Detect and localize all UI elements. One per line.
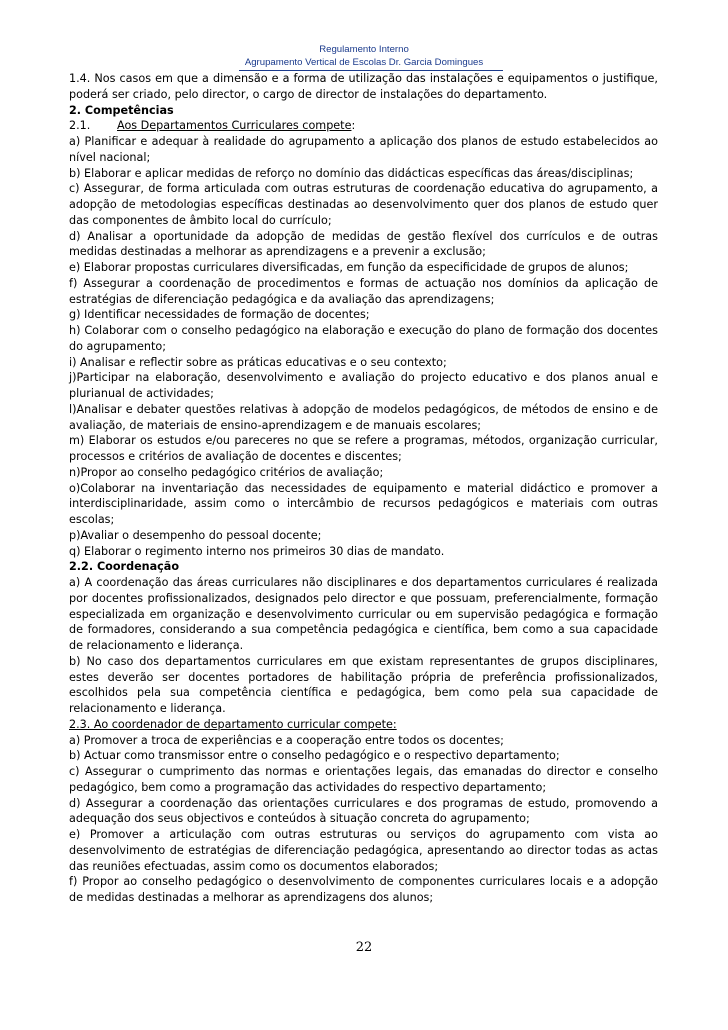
list-item: c) Assegurar, de forma articulada com outras estruturas de coordenação educativa do agrupamento, a adopção de metodologias específicas destinadas ao desenvolvimento quer dos planos de estudo quer das componentes de âmbito local do currículo; [69,182,658,227]
list-item: g) Identificar necessidades de formação de docentes; [69,308,370,322]
list-item: a) Planificar e adequar à realidade do agrupamento a aplicação dos planos de estudo estabelecidos ao nível nacional; [69,135,658,164]
list-item: q) Elaborar o regimento interno nos primeiros 30 dias de mandato. [69,544,445,558]
header-title: Regulamento Interno [319,44,409,55]
list-item: l)Analisar e debater questões relativas à adopção de modelos pedagógicos, de métodos de ensino e de avaliação, de materiais de ensino-aprendizagem e de manuais escolares; [69,402,658,432]
list-item: d) Assegurar a coordenação das orientações curriculares e dos programas de estudo, promovendo a adequação dos seus objectivos e conteúdos à situação concreta do agrupamento; [69,796,658,826]
subheading-2-1-title: Aos Departamentos Curriculares compete [117,119,352,133]
list-item: a) A coordenação das áreas curriculares não disciplinares e dos departamentos curriculares é realizada por docentes profissionalizados, designados pelo director e que possuam, preferencialmente, formação especializada em organização e desenvolvimento curricular ou em supervisão pedagógica e formação de formadores, considerando a sua competência pedagógica e científica, bem como a sua capacidade de relacionamento e liderança. [69,576,658,652]
list-item: j)Participar na elaboração, desenvolvimento e avaliação do projecto educativo e dos planos anual e plurianual de actividades; [69,371,658,400]
page-number: 22 [355,940,373,955]
list-item: b) Elaborar e aplicar medidas de reforço no domínio das didácticas específicas das áreas/disciplinas; [69,166,634,180]
list-item: c) Assegurar o cumprimento das normas e orientações legais, das emanadas do director e conselho pedagógico, bem como a programação das actividades do respectivo departamento; [69,765,658,794]
subheading-2-1 [69,118,658,134]
list-item: i) Analisar e reflectir sobre as práticas educativas e o seu contexto; [69,355,447,369]
list-item: b) No caso dos departamentos curriculares em que existam representantes de grupos disciplinares, estes deverão ser docentes portadores de habilitação própria de preferência profissionalizados, escolhidos pela sua competência científica e pedagógica, bem como pela sua capacidade de relacionamento e liderança. [69,654,658,715]
list-2-1 [69,134,658,559]
list-item: e) Elaborar propostas curriculares diversificadas, em função da especificidade de grupos de alunos; [69,261,629,274]
list-item: e) Promover a articulação com outras estruturas ou serviços do agrupamento com vista ao desenvolvimento de estratégias de diferenciação pedagógica, apresentando ao director todas as actas das reuniões efectuadas, assim como os documentos elaborados; [69,828,658,873]
list-item: n)Propor ao conselho pedagógico critérios de avaliação; [69,465,384,479]
subheading-2-3: 2.3. Ao coordenador de departamento curricular compete: [69,717,397,731]
list-item: m) Elaborar os estudos e/ou pareceres no que se refere a programas, métodos, organização curricular, processos e critérios de avaliação de docentes e discentes; [69,434,658,463]
header-subtitle: Agrupamento Vertical de Escolas Dr. Garcia Domingues [244,56,484,68]
list-item: d) Analisar a oportunidade da adopção de medidas de gestão flexível dos currículos e de outras medidas destinadas a melhorar as aprendizagens e a prevenir a exclusão; [69,229,658,259]
subheading-2-1-colon: : [351,119,356,133]
paragraph-1-4: 1.4. Nos casos em que a dimensão e a forma de utilização das instalações e equipamentos o justifique, poderá ser criado, pelo director, o cargo de director de instalações do departamento. [69,72,658,101]
list-item: f) Propor ao conselho pedagógico o desenvolvimento de componentes curriculares locais e a adopção de medidas destinadas a melhorar as aprendizagens dos alunos; [69,875,658,904]
list-2-3 [69,733,658,906]
list-item: f) Assegurar a coordenação de procedimentos e formas de actuação nos domínios da aplicação de estratégias de diferenciação pedagógica e da avaliação das aprendizagens; [69,276,658,306]
subheading-2-1-number: 2.1. [69,119,91,133]
list-item: o)Colaborar na inventariação das necessidades de equipamento e material didáctico e promover a interdisciplinaridade, assim como o intercâmbio de recursos pedagógicos e materiais com outras escolas; [69,481,658,526]
heading-coordenacao: 2.2. Coordenação [69,560,180,574]
page-header [0,44,728,69]
list-item: a) Promover a troca de experiências e a cooperação entre todos os docentes; [69,733,504,747]
list-item: p)Avaliar o desempenho do pessoal docente; [69,528,322,542]
document-body [69,71,658,906]
list-item: b) Actuar como transmissor entre o conselho pedagógico e o respectivo departamento; [69,749,560,763]
heading-competencias: 2. Competências [69,103,174,117]
list-2-2 [69,575,658,717]
list-item: h) Colaborar com o conselho pedagógico na elaboração e execução do plano de formação dos docentes do agrupamento; [69,324,658,353]
